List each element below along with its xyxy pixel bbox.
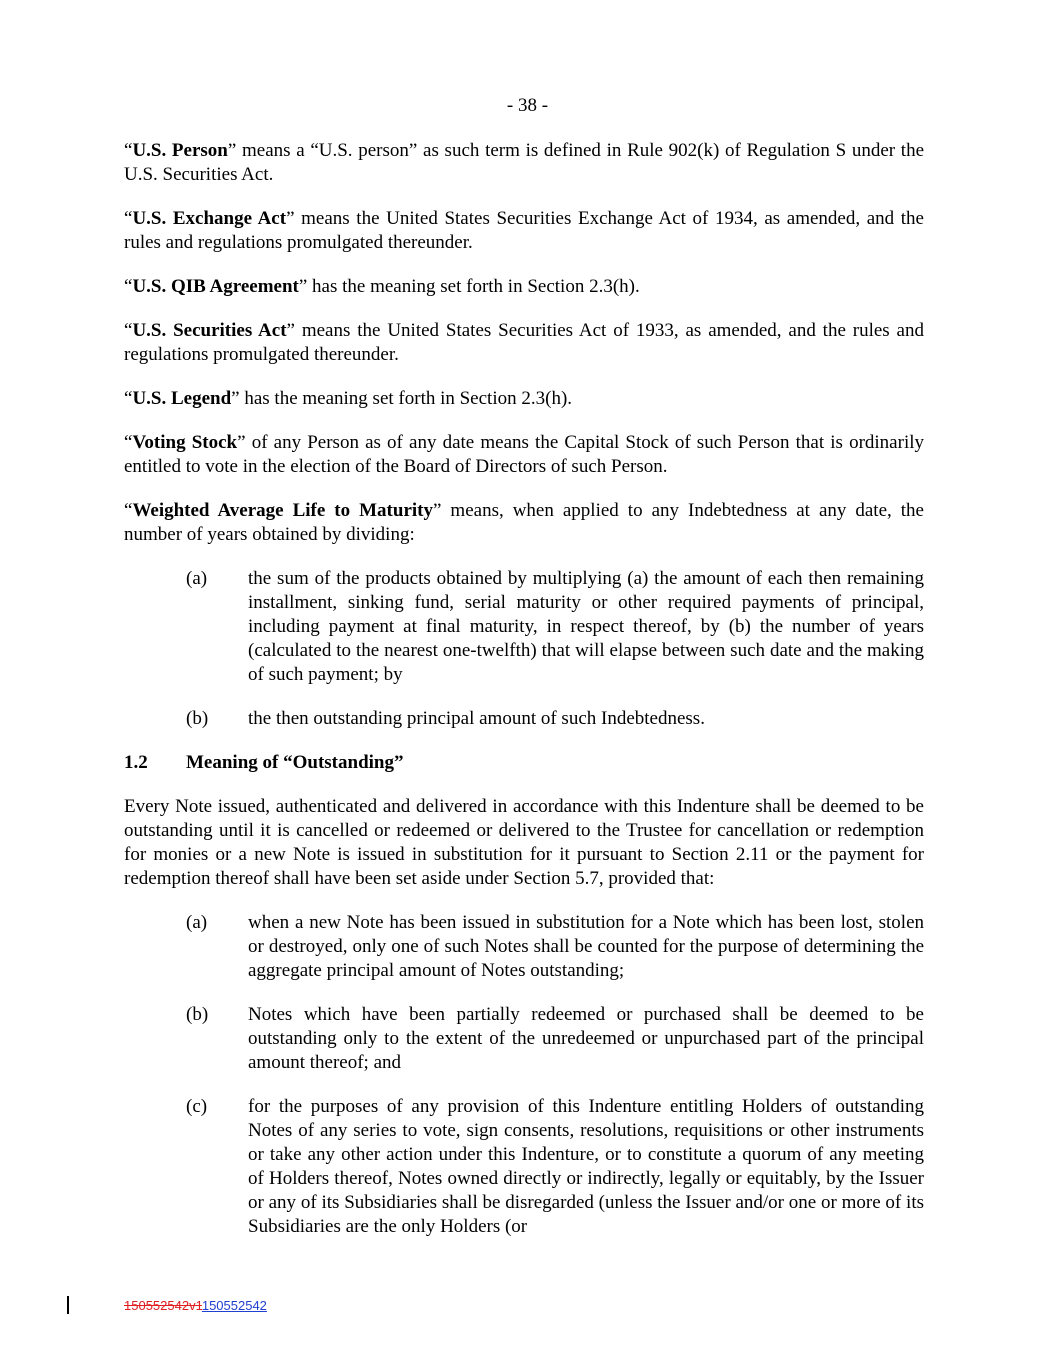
list-item	[124, 707, 924, 731]
definition-us-person: “U.S. Person” means a “U.S. person” as such term is defined in Rule 902(k) of Regulation S under the U.S. Securities Act.	[124, 140, 924, 185]
defined-term: U.S. Exchange Act	[132, 208, 287, 229]
list-item-text: when a new Note has been issued in substitution for a Note which has been lost, stolen or destroyed, only one of such Notes shall be counted for the purpose of determining the aggregate principal amount of Notes outstanding;	[248, 912, 924, 981]
defined-term: U.S. QIB Agreement	[132, 276, 299, 297]
defined-term: Voting Stock	[132, 432, 238, 453]
section-number: 1.2	[124, 752, 148, 773]
list-item	[124, 911, 924, 983]
list-item-label: (b)	[186, 708, 209, 729]
definition-us-exchange-act: “U.S. Exchange Act” means the United States Securities Exchange Act of 1934, as amended, and the rules and regulations promulgated thereunder.	[124, 208, 924, 253]
section-title: Meaning of “Outstanding”	[186, 752, 404, 773]
section-heading	[124, 751, 924, 775]
list-item-text: Notes which have been partially redeemed or purchased shall be deemed to be outstanding only to the extent of the unredeemed or unpurchased part of the principal amount thereof; and	[248, 1004, 924, 1073]
list-item-text: for the purposes of any provision of this Indenture entitling Holders of outstanding Notes of any series to vote, sign consents, resolutions, requisitions or other instruments or take any other action under this Indenture, or to constitute a quorum of any meeting of Holders thereof, Notes owned directly or indirectly, legally or equitably, by the Issuer or any of its Subsidiaries shall be disregarded (unless the Issuer and/or one or more of its Subsidiaries are the only Holders (or	[248, 1096, 924, 1237]
defined-term: U.S. Person	[132, 140, 228, 161]
definition-voting-stock: “Voting Stock” of any Person as of any date means the Capital Stock of such Person that is ordinarily entitled to vote in the election of the Board of Directors of such Person.	[124, 432, 925, 477]
list-item	[124, 1095, 924, 1239]
list-item-text: the sum of the products obtained by multiplying (a) the amount of each then remaining installment, sinking fund, serial maturity or other required payments of principal, including payment at final maturity, in respect thereof, by (b) the number of years (calculated to the nearest one-twelfth) that will elapse between such date and the making of such payment; by	[248, 568, 924, 685]
definition-us-legend: “U.S. Legend” has the meaning set forth in Section 2.3(h).	[124, 388, 573, 409]
definition-us-securities-act: “U.S. Securities Act” means the United States Securities Act of 1933, as amended, and the rules and regulations promulgated thereunder.	[124, 320, 924, 365]
defined-term: U.S. Legend	[132, 388, 232, 409]
document-body	[124, 139, 924, 1259]
list-item-label: (a)	[186, 912, 208, 933]
list-item-text: the then outstanding principal amount of such Indebtedness.	[248, 708, 705, 729]
change-bar	[67, 1296, 69, 1314]
list-item	[124, 1003, 924, 1075]
list-item-label: (b)	[186, 1004, 209, 1025]
definition-weighted-average-life: “Weighted Average Life to Maturity” means, when applied to any Indebtedness at any date, the number of years obtained by dividing:	[124, 500, 924, 545]
list-item-label: (c)	[186, 1096, 208, 1117]
list-item	[124, 567, 924, 687]
list-item-label: (a)	[186, 568, 208, 589]
defined-term: Weighted Average Life to Maturity	[132, 500, 433, 521]
defined-term: U.S. Securities Act	[132, 320, 287, 341]
definition-us-qib-agreement: “U.S. QIB Agreement” has the meaning set forth in Section 2.3(h).	[124, 276, 640, 297]
deleted-document-id: 150552542v1	[124, 1298, 202, 1313]
inserted-document-id: 150552542	[201, 1298, 267, 1313]
section-intro-paragraph: Every Note issued, authenticated and delivered in accordance with this Indenture shall be deemed to be outstanding until it is cancelled or redeemed or delivered to the Trustee for cancellation or redemption for monies or a new Note is issued in substitution for it pursuant to Section 2.11 or the payment for redemption thereof shall have been set aside under Section 5.7, provided that:	[124, 796, 924, 889]
document-id	[124, 1298, 267, 1314]
page-number: - 38 -	[506, 95, 549, 116]
